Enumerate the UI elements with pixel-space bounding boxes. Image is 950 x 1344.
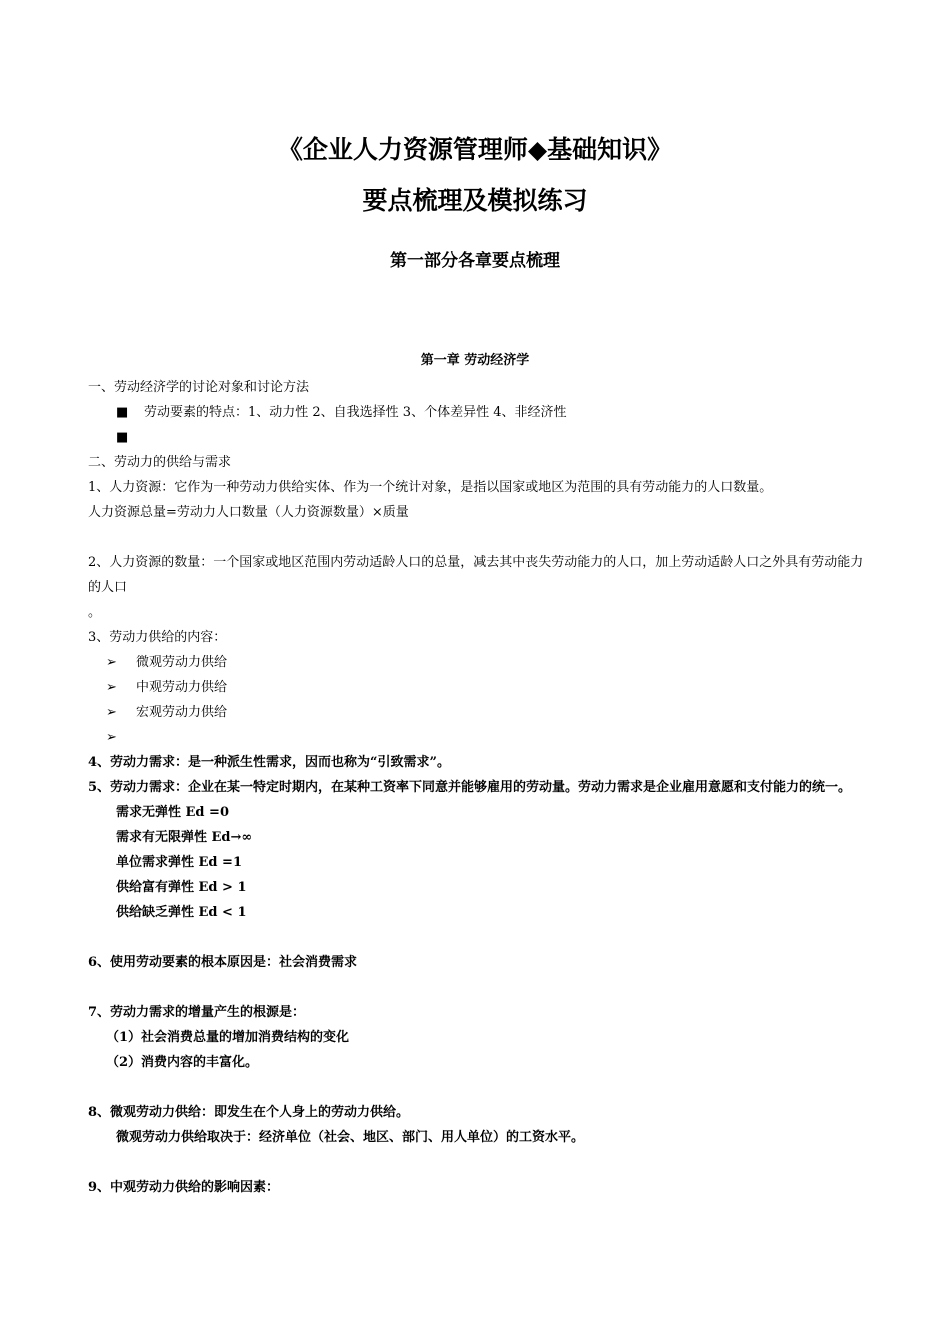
arrow-bullet-icon: ➢	[106, 680, 117, 695]
square-bullet-icon: ■	[116, 405, 129, 420]
paragraph: 9、中观劳动力供给的影响因素：	[88, 1180, 280, 1195]
paragraph: 。	[88, 605, 102, 620]
list-item	[88, 700, 868, 725]
paragraph: 6、使用劳动要素的根本原因是：社会消费需求	[88, 955, 358, 970]
document-title: 《企业人力资源管理师◆基础知识》	[277, 135, 673, 164]
elasticity-line: 单位需求弹性 Ed =1	[116, 855, 242, 870]
paragraph: 4、劳动力需求：是一种派生性需求，因而也称为“引致需求”。	[88, 755, 451, 770]
paragraph: 5、劳动力需求：企业在某一特定时期内，在某种工资率下同意并能够雇用的劳动量。劳动力需求是企业雇用意愿和支付能力的统一。	[88, 780, 852, 795]
arrow-bullet-icon: ➢	[106, 705, 117, 720]
paragraph: 1、人力资源：它作为一种劳动力供给实体、作为一个统计对象，是指以国家或地区为范围的具有劳动能力的人口数量。	[88, 480, 773, 495]
sub-item: （1）社会消费总量的增加消费结构的变化	[106, 1030, 350, 1045]
paragraph: 8、微观劳动力供给：即发生在个人身上的劳动力供给。	[88, 1105, 410, 1120]
section-heading: 二、劳动力的供给与需求	[88, 455, 232, 470]
spacer	[88, 525, 868, 550]
paragraph: 7、劳动力需求的增量产生的根源是：	[88, 1005, 306, 1020]
square-bullet-icon: ■	[116, 430, 129, 445]
list-item-text: 宏观劳动力供给	[136, 705, 228, 720]
list-item	[88, 675, 868, 700]
document-subtitle: 要点梳理及模拟练习	[362, 186, 588, 215]
spacer	[88, 925, 868, 950]
spacer	[88, 1150, 868, 1175]
elasticity-line: 需求有无限弹性 Ed→∞	[116, 830, 253, 845]
paragraph: 人力资源总量=劳动力人口数量（人力资源数量）×质量	[88, 505, 409, 520]
part-title: 第一部分各章要点梳理	[390, 251, 560, 271]
arrow-bullet-icon: ➢	[106, 730, 117, 745]
list-item-text: 劳动要素的特点：1、动力性 2、自我选择性 3、个体差异性 4、非经济性	[144, 405, 567, 420]
section-heading: 一、劳动经济学的讨论对象和讨论方法	[88, 380, 310, 395]
elasticity-line: 供给富有弹性 Ed > 1	[116, 880, 247, 895]
chapter-title: 第一章 劳动经济学	[420, 353, 530, 368]
list-item-text: 微观劳动力供给	[136, 655, 228, 670]
list-item	[88, 425, 868, 450]
paragraph: 2、人力资源的数量：一个国家或地区范围内劳动适龄人口的总量，减去其中丧失劳动能力的人口，加上劳动适龄人口之外具有劳动能力的人口	[88, 555, 864, 595]
sub-item: （2）消费内容的丰富化。	[106, 1055, 259, 1070]
spacer	[88, 975, 868, 1000]
arrow-bullet-icon: ➢	[106, 655, 117, 670]
list-item-text: 中观劳动力供给	[136, 680, 228, 695]
list-item	[88, 650, 868, 675]
spacer	[88, 1075, 868, 1100]
list-item	[88, 725, 868, 750]
paragraph: 3、劳动力供给的内容：	[88, 630, 227, 645]
list-item	[88, 400, 868, 425]
elasticity-line: 需求无弹性 Ed =0	[116, 805, 229, 820]
elasticity-line: 供给缺乏弹性 Ed < 1	[116, 905, 247, 920]
sub-item: 微观劳动力供给取决于：经济单位（社会、地区、部门、用人单位）的工资水平。	[116, 1130, 585, 1145]
document-body	[88, 375, 868, 1200]
